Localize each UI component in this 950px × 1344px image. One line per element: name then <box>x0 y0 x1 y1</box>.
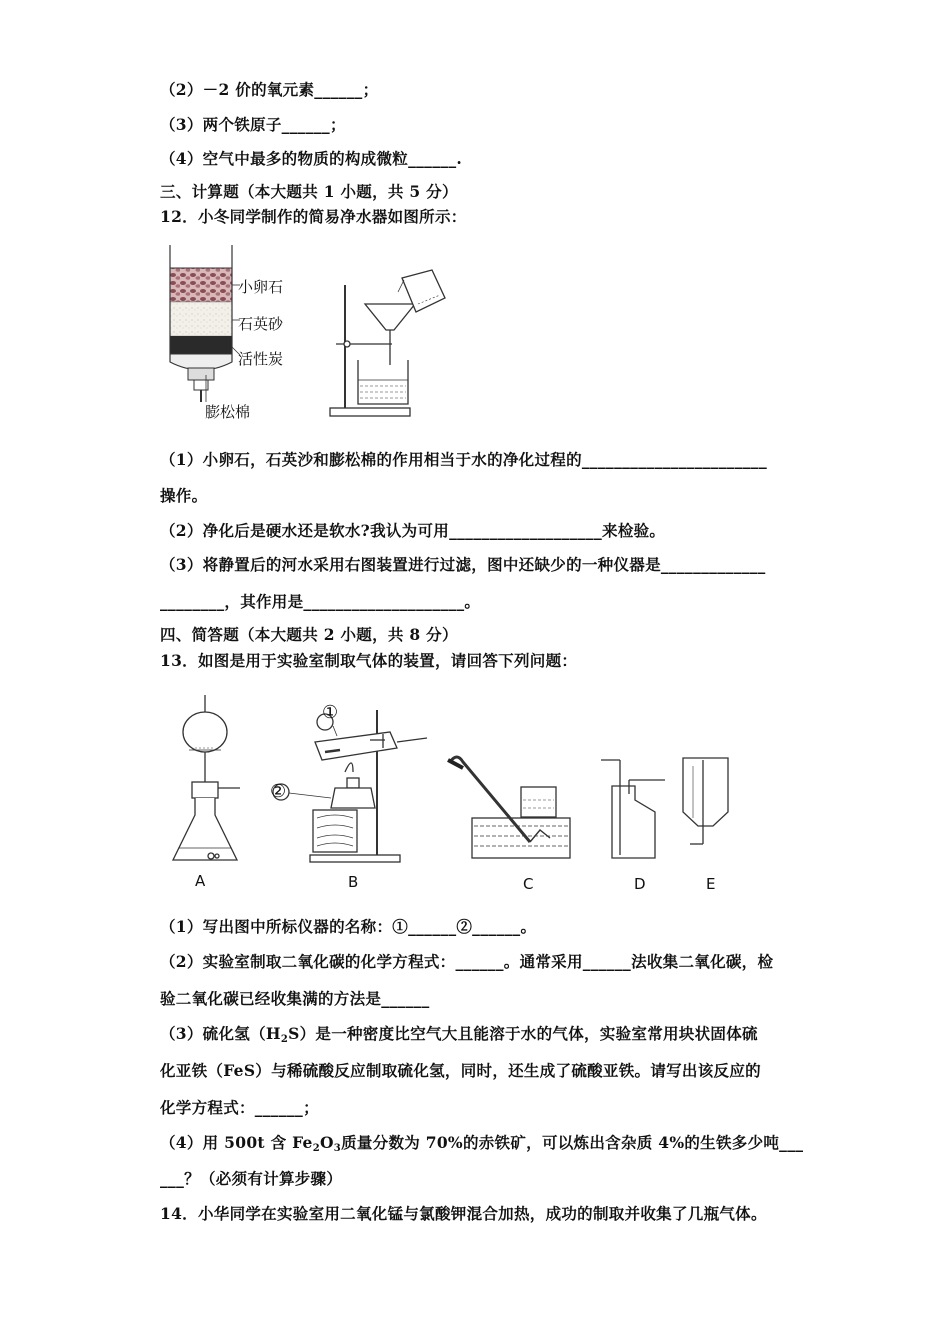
layer-activated-carbon-label: 活性炭 <box>238 350 284 368</box>
q14-stem: 14．小华同学在实验室用二氧化锰与氯酸钾混合加热，成功的制取并收集了几瓶气体。 <box>160 1204 767 1223</box>
q13-stem: 13．如图是用于实验室制取气体的装置，请回答下列问题： <box>160 651 578 670</box>
marker-1: ① <box>322 702 339 723</box>
q12-part1-b: 操作。 <box>160 486 208 505</box>
q12-part3-b: ________，其作用是____________________。 <box>160 592 481 611</box>
q13-part3-c: 化学方程式：______； <box>160 1098 319 1117</box>
section-3-heading: 三、计算题（本大题共 1 小题，共 5 分） <box>160 182 458 201</box>
gas-apparatus-figure <box>165 690 755 895</box>
apparatus-a <box>173 695 240 860</box>
apparatus-d <box>601 760 665 858</box>
apparatus-c <box>448 757 570 858</box>
filtration-stand <box>330 270 445 416</box>
q13-part3-b: 化亚铁（FeS）与稀硫酸反应制取硫化氢，同时，还生成了硫酸亚铁。请写出该反应的 <box>160 1061 761 1080</box>
layer-cotton-label: 膨松棉 <box>205 403 251 421</box>
q12-part1-a: （1）小卵石，石英沙和膨松棉的作用相当于水的净化过程的_______________________ <box>160 450 768 469</box>
label-b: B <box>348 873 359 891</box>
q12-part2: （2）净化后是硬水还是软水?我认为可用___________________来检验。 <box>160 521 666 540</box>
q12-part3-a: （3）将静置后的河水采用右图装置进行过滤，图中还缺少的一种仪器是_____________ <box>160 555 766 574</box>
q13-part4-a: （4）用 500t 含 $Fe_2O_3$质量分数为 70%的赤铁矿，可以炼出含杂质 4%的生铁多少吨___ <box>160 1133 804 1154</box>
q13-part1: （1）写出图中所标仪器的名称：①______②______。 <box>160 917 537 936</box>
marker-2: ② <box>270 781 287 802</box>
purifier-column <box>170 245 240 402</box>
q11-part3: （3）两个铁原子______； <box>160 115 346 134</box>
q12-stem: 12．小冬同学制作的简易净水器如图所示： <box>160 207 467 226</box>
q13-part2-a: （2）实验室制取二氧化碳的化学方程式：______。通常采用______法收集二氧化碳，检 <box>160 952 774 971</box>
q13-part3-a: （3）硫化氢$(H_2S)$是一种密度比空气大且能溶于水的气体，实验室常用块状固体硫 <box>160 1024 758 1045</box>
q13-part4-b: ___？（必须有计算步骤） <box>160 1169 343 1188</box>
label-e: E <box>706 875 716 893</box>
water-purifier-figure <box>160 240 460 425</box>
q11-part4: （4）空气中最多的物质的构成微粒______. <box>160 149 463 168</box>
apparatus-b <box>273 710 427 862</box>
section-4-heading: 四、简答题（本大题共 2 小题，共 8 分） <box>160 625 458 644</box>
label-a: A <box>195 872 206 890</box>
q13-part2-b: 验二氧化碳已经收集满的方法是______ <box>160 989 430 1008</box>
layer-pebble-label: 小卵石 <box>238 278 284 296</box>
layer-quartz-sand-label: 石英砂 <box>238 315 284 333</box>
apparatus-e <box>683 758 728 844</box>
label-d: D <box>634 875 646 893</box>
label-c: C <box>523 875 534 893</box>
q11-part2: （2）－2 价的氧元素______； <box>160 80 379 99</box>
